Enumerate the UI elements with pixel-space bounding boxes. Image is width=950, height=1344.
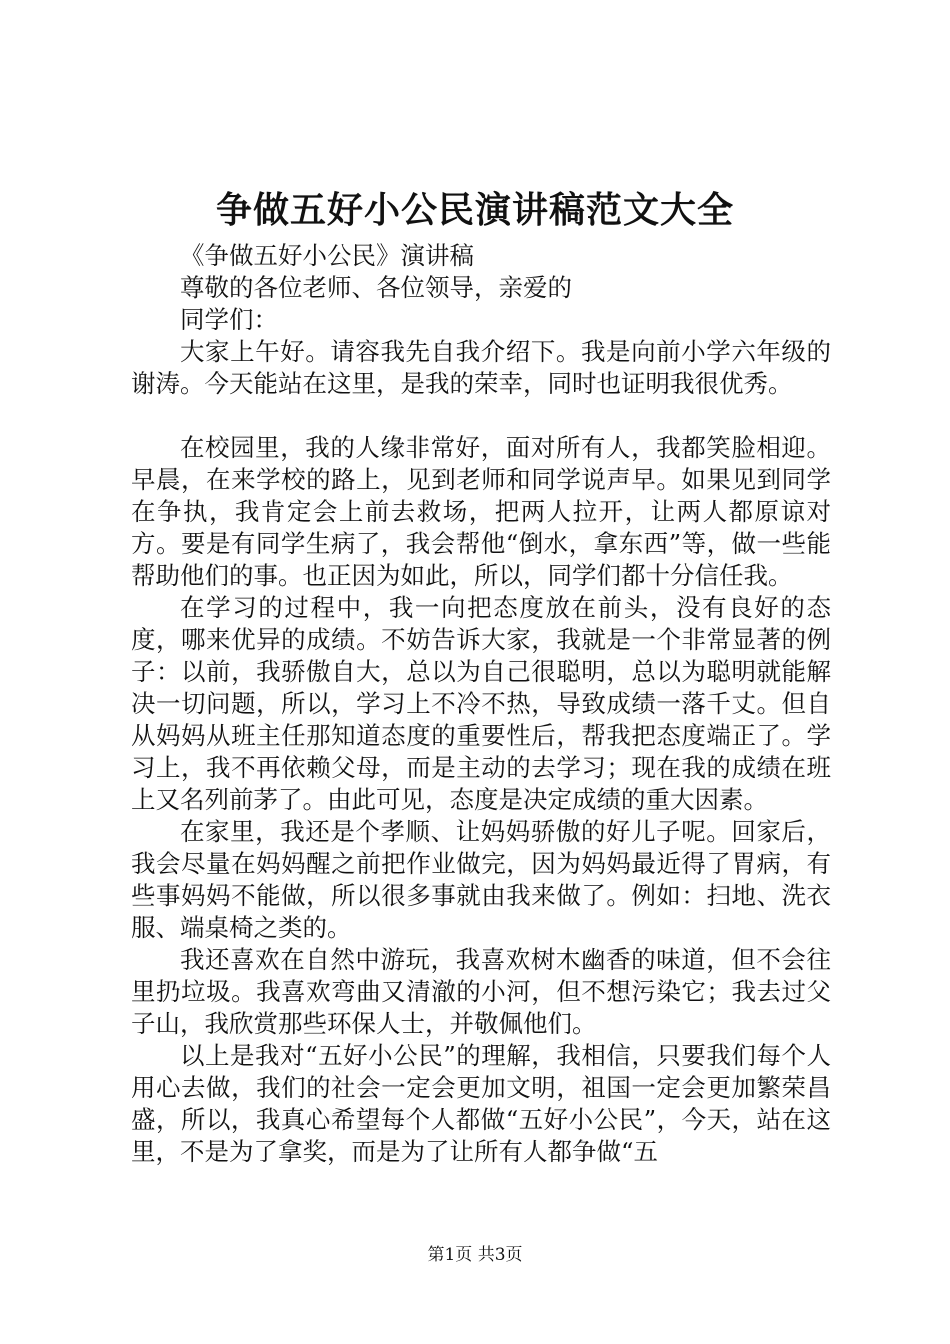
paragraph-conclusion: 以上是我对“五好小公民”的理解，我相信，只要我们每个人用心去做，我们的社会一定会更加文明，祖国一定会更加繁荣昌盛，所以，我真心希望每个人都做“五好小公民”，今天，站在这里，不是为了拿奖，而是为了让所有人都争做“五 (131, 1041, 831, 1166)
document-body (131, 240, 831, 1168)
paragraph-study: 在学习的过程中，我一向把态度放在前头，没有良好的态度，哪来优异的成绩。不妨告诉大家，我就是一个非常显著的例子：以前，我骄傲自大，总以为自己很聪明，总以为聪明就能解决一切问题，所以，学习上不冷不热，导致成绩一落千丈。但自从妈妈从班主任那知道态度的重要性后，帮我把态度端正了。学习上，我不再依赖父母，而是主动的去学习；现在我的成绩在班上又名列前茅了。由此可见，态度是决定成绩的重大因素。 (131, 593, 831, 814)
document-title: 争做五好小公民演讲稿范文大全 (215, 189, 734, 231)
paragraph-nature: 我还喜欢在自然中游玩，我喜欢树木幽香的味道，但不会往里扔垃圾。我喜欢弯曲又清澈的小河，但不想污染它；我去过父子山，我欣赏那些环保人士，并敬佩他们。 (131, 945, 831, 1038)
salutation-line-2: 同学们： (180, 305, 278, 334)
paragraph-campus: 在校园里，我的人缘非常好，面对所有人，我都笑脸相迎。早晨，在来学校的路上，见到老师和同学说声早。如果见到同学在争执，我肯定会上前去救场，把两人拉开，让两人都原谅对方。要是有同学生病了，我会帮他“倒水，拿东西”等，做一些能帮助他们的事。也正因为如此，所以，同学们都十分信任我。 (131, 433, 831, 590)
speech-heading: 《争做五好小公民》演讲稿 (180, 241, 474, 270)
paragraph-home: 在家里，我还是个孝顺、让妈妈骄傲的好儿子呢。回家后，我会尽量在妈妈醒之前把作业做完，因为妈妈最近得了胃病，有些事妈妈不能做，所以很多事就由我来做了。例如：扫地、洗衣服、端桌椅之类的。 (131, 817, 831, 942)
paragraph-introduction: 大家上午好。请容我先自我介绍下。我是向前小学六年级的谢涛。今天能站在这里，是我的荣幸，同时也证明我很优秀。 (131, 337, 831, 398)
salutation-line: 尊敬的各位老师、各位领导，亲爱的 (180, 273, 572, 302)
page-number: 第1页 共3页 (427, 1245, 523, 1265)
